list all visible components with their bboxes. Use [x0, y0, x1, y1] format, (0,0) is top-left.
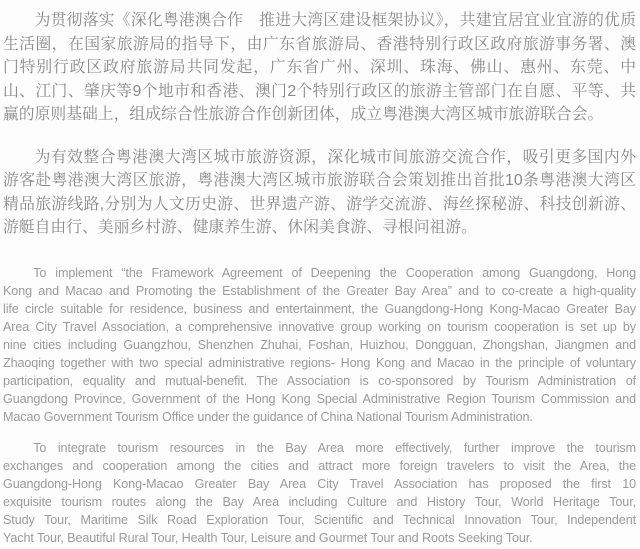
text-line: 游艇自由行、美丽乡村游、健康养生游、休闲美食游、寻根问祖游。 [3, 219, 477, 236]
paragraph-english-1 [3, 264, 636, 426]
paragraph-chinese-2 [3, 146, 636, 240]
paragraph-english-2 [3, 439, 636, 547]
text-line: 为贯彻落实《深化粤港澳合作 推进大湾区建设框架协议》，共建宜居宜业宜游的优质 [34, 12, 636, 29]
text-line: participation, equality and mutual-benefit. The Association is co-sponsored by Tourism Administration of [3, 373, 636, 388]
text-line: Guangdong-Hong Kong-Macao Greater Bay Area City Travel Association has proposed the first 10 [3, 476, 636, 491]
text-line: Yacht Tour, Beautiful Rural Tour, Health Tour, Leisure and Gourmet Tour and Roots Seeking Tour. [3, 530, 533, 545]
text-line: 赢的原则基础上，组成综合性旅游合作创新团体，成立粤港澳大湾区城市旅游联合会。 [3, 106, 604, 123]
text-line: 精品旅游线路,分别为人文历史游、世界遗产游、游学交流游、海丝探秘游、科技创新游、 [3, 195, 636, 213]
text-line: 门特别行政区政府旅游局共同发起，广东省广州、深圳、珠海、佛山、惠州、东莞、中 [3, 59, 636, 76]
text-line: Guangdong Province, Government of the Hong Kong Special Administrative Region Tourism Commission and [3, 391, 636, 406]
text-line: Area City Travel Association, a comprehensive innovative group working on tourism cooperation is set up by [3, 319, 636, 334]
text-line: Zhaoqing together with two special administrative regions- Hong Kong and Macao in the principle of voluntary [3, 355, 636, 370]
text-line: life circle suitable for residence, business and entertainment, the Guangdong-Hong Kong-Macao Greater Bay [3, 301, 636, 316]
text-line: 山、江门、肇庆等9个地市和香港、澳门2个特别行政区的旅游主管部门在自愿、平等、共 [3, 82, 636, 100]
text-line: exquisite tourism routes along the Bay Area including Culture and History Tour, World Heritage Tour, [3, 494, 636, 509]
text-line: 生活圈，在国家旅游局的指导下，由广东省旅游局、香港特别行政区政府旅游事务署、澳 [3, 35, 636, 53]
text-line: Study Tour, Maritime Silk Road Exploration Tour, Scientific and Technical Innovation Tour, Independent [3, 512, 636, 527]
text-line: exchanges and cooperation among the cities and attract more foreign travelers to visit the Area, the [3, 458, 636, 473]
text-line: Macao Government Tourism Office under the guidance of China National Tourism Administration. [3, 409, 533, 424]
text-line: 游客赴粤港澳大湾区旅游，粤港澳大湾区城市旅游联合会策划推出首批10条粤港澳大湾区 [3, 172, 636, 189]
text-line: Kong and Macao and Promoting the Establishment of the Greater Bay Area” and to co-create a high-quality [3, 283, 636, 298]
paragraph-chinese-1 [3, 9, 636, 127]
text-line: To integrate tourism resources in the Bay Area more effectively, further improve the tourism [33, 440, 636, 455]
text-line: nine cities including Guangzhou, Shenzhen Zhuhai, Foshan, Huizhou, Dongguan, Zhongshan, Jiangmen and [3, 337, 636, 352]
text-line: 为有效整合粤港澳大湾区城市旅游资源，深化城市间旅游交流合作，吸引更多国内外 [34, 148, 636, 166]
text-line: To implement “the Framework Agreement of Deepening the Cooperation among Guangdong, Hong [33, 265, 636, 280]
